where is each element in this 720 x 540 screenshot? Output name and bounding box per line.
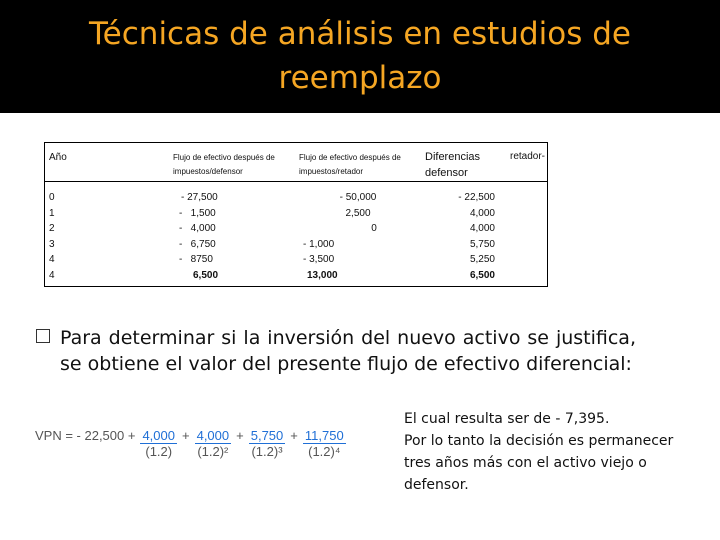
term-denominator: (1.2) xyxy=(145,444,173,459)
cash-flow-table xyxy=(44,142,548,287)
cell-defensor: - 8750 xyxy=(179,254,213,265)
formula-term xyxy=(195,428,232,460)
result-line-2: Por lo tanto la decisión es permanecer tres años más con el activo viejo o defensor. xyxy=(404,433,674,493)
cell-retador: 13,000 xyxy=(307,269,338,281)
table-row xyxy=(45,252,547,268)
term-numerator: 4,000 xyxy=(142,428,175,443)
cell-defensor: - 6,750 xyxy=(179,238,216,250)
cell-diferencias: - 22,500 xyxy=(458,192,495,203)
formula-plus: + xyxy=(182,428,190,443)
table-row xyxy=(45,221,547,237)
table-row xyxy=(45,206,547,222)
cell-year: 0 xyxy=(49,192,55,203)
cell-defensor: 6,500 xyxy=(193,269,219,281)
header-diferencias-label: Diferencias xyxy=(425,151,481,163)
bullet-text: Para determinar si la inversión del nuevo activo se justifica, se obtiene el valor del presente flujo de efectivo diferencial: xyxy=(60,327,636,375)
cell-retador: - 50,000 xyxy=(339,192,377,203)
cell-defensor: - 4,000 xyxy=(179,223,216,234)
slide-title-line-1: Técnicas de análisis en estudios de xyxy=(89,16,631,52)
term-denominator: (1.2)² xyxy=(197,444,229,459)
header-retador: Flujo de efectivo después de impuestos/retador xyxy=(295,143,421,182)
cell-retador: - 3,500 xyxy=(303,254,335,265)
slide-title-line-2: reemplazo xyxy=(278,60,442,96)
cell-diferencias: 4,000 xyxy=(469,223,495,234)
cell-year: 4 xyxy=(49,269,55,281)
formula-term xyxy=(140,428,177,460)
cell-year: 2 xyxy=(49,223,55,234)
cell-year: 3 xyxy=(49,238,55,250)
table-row xyxy=(45,268,547,284)
table-row xyxy=(45,182,547,206)
formula-term xyxy=(303,428,346,460)
result-text xyxy=(404,408,704,496)
term-numerator: 5,750 xyxy=(250,428,284,443)
title-band xyxy=(0,0,720,113)
cell-retador: - 1,000 xyxy=(303,238,335,250)
header-diferencias-sub: defensor xyxy=(425,167,468,179)
table-header-row xyxy=(45,143,547,182)
formula-prefix: VPN = - 22,500 + xyxy=(35,428,136,443)
cell-diferencias: 5,750 xyxy=(469,238,495,250)
term-denominator: (1.2)³ xyxy=(251,444,283,459)
header-defensor: Flujo de efectivo después de impuestos/defensor xyxy=(169,143,295,182)
cell-diferencias: 6,500 xyxy=(469,269,495,281)
cell-defensor: - 1,500 xyxy=(179,207,216,219)
table-row xyxy=(45,237,547,253)
cell-defensor: - 27,500 xyxy=(181,192,218,203)
cell-year: 1 xyxy=(49,207,55,219)
term-denominator: (1.2)⁴ xyxy=(308,444,341,459)
checkbox-bullet-icon xyxy=(36,329,50,343)
cell-diferencias: 5,250 xyxy=(469,254,495,265)
formula-plus: + xyxy=(236,428,244,443)
term-numerator: 11,750 xyxy=(304,428,344,443)
result-line-1: El cual resulta ser de - 7,395. xyxy=(404,411,610,427)
header-diferencias-tail: retador- xyxy=(509,151,545,162)
cell-year: 4 xyxy=(49,254,55,265)
bullet-paragraph xyxy=(36,325,636,377)
formula-plus: + xyxy=(290,428,298,443)
term-numerator: 4,000 xyxy=(196,428,230,443)
formula-term xyxy=(249,428,286,460)
cell-retador: 2,500 xyxy=(345,207,371,219)
vpn-formula xyxy=(34,428,350,460)
header-year: Año xyxy=(45,143,169,182)
slide-title xyxy=(20,12,700,100)
cell-diferencias: 4,000 xyxy=(469,207,495,219)
cell-retador: 0 xyxy=(371,223,377,234)
header-diferencias xyxy=(421,143,547,182)
